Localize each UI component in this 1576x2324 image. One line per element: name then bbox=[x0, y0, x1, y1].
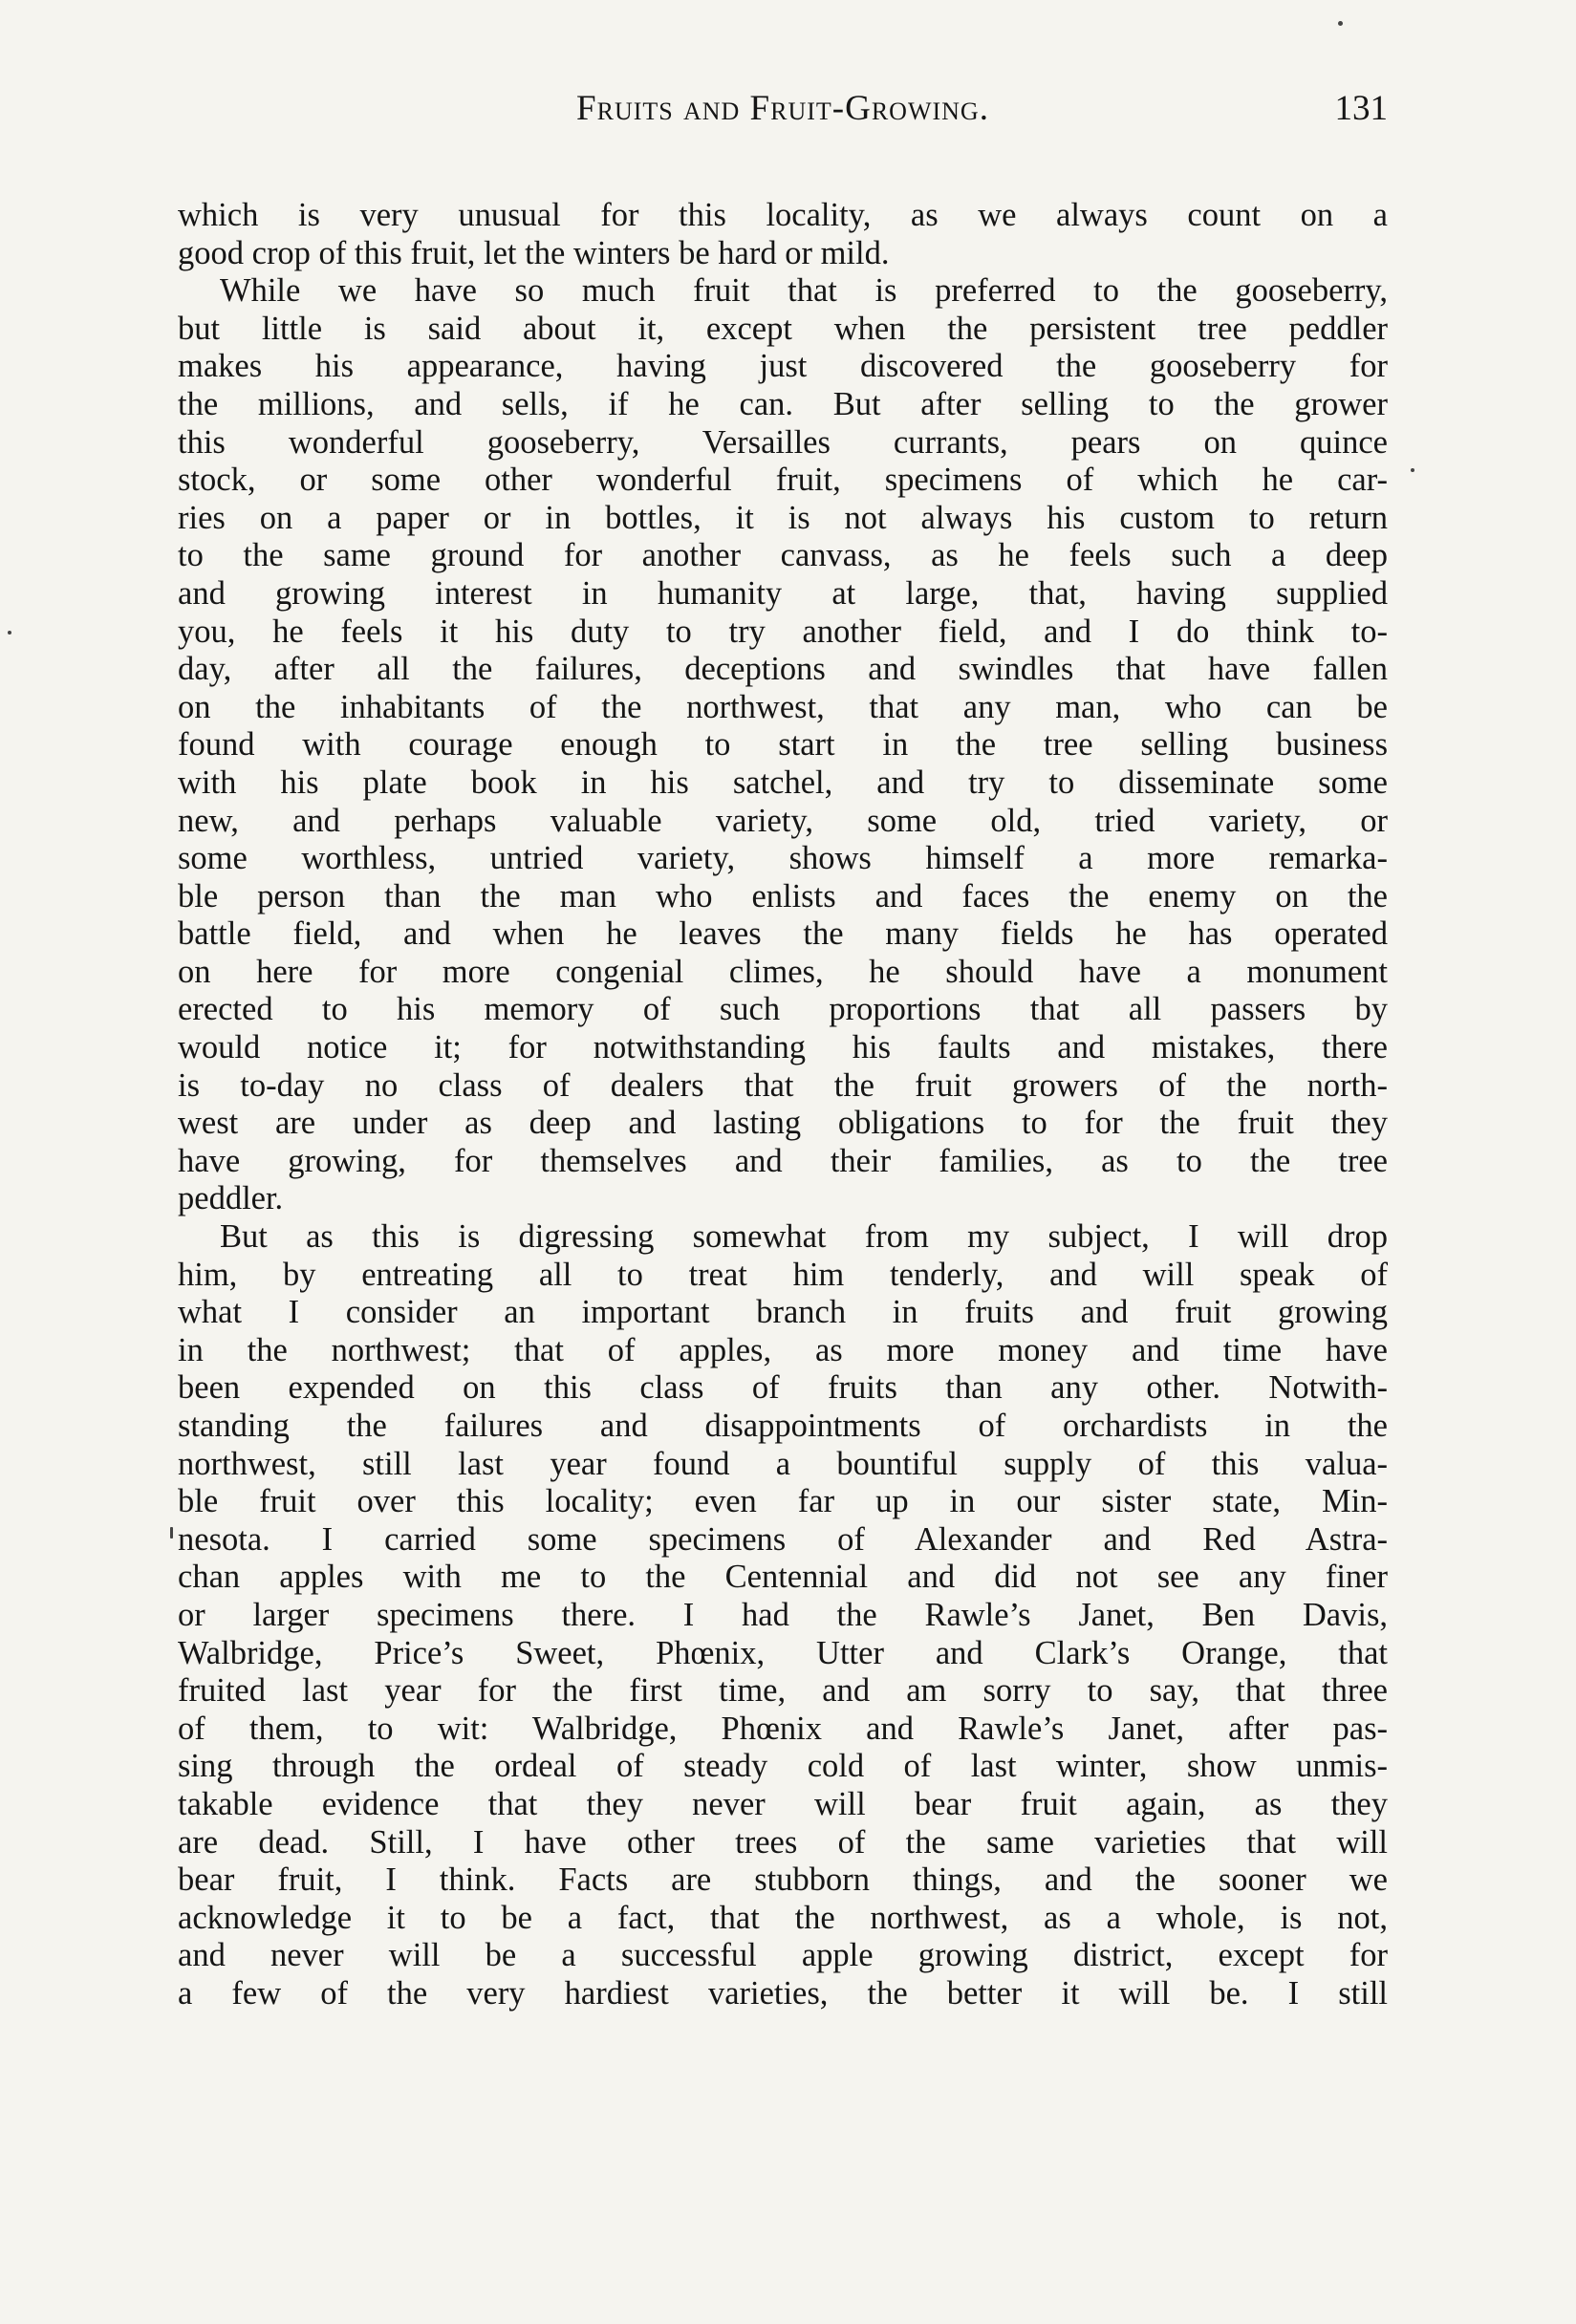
text-line: standing the failures and disappointments of orchardists in the bbox=[178, 1408, 1388, 1444]
body-text bbox=[178, 197, 1388, 2013]
text-line: good crop of this fruit, let the winters be hard or mild. bbox=[178, 234, 890, 271]
text-line: are dead. Still, I have other trees of the same varieties that will bbox=[178, 1823, 1388, 1861]
text-line: battle field, and when he leaves the many fields he has operated bbox=[178, 915, 1388, 953]
text-line: and growing interest in humanity at large, that, having supplied bbox=[178, 574, 1388, 612]
text-line: ble person than the man who enlists and faces the enemy on the bbox=[178, 877, 1388, 915]
text-line: with his plate book in his satchel, and try to disseminate some bbox=[178, 764, 1388, 801]
text-line: found with courage enough to start in the tree selling business bbox=[178, 726, 1388, 764]
paragraph bbox=[178, 1218, 1388, 2012]
text-line: would notice it; for notwithstanding his faults and mistakes, there bbox=[178, 1029, 1388, 1066]
text-line: have growing, for themselves and their families, as to the tree bbox=[178, 1142, 1388, 1179]
text-line: peddler. bbox=[178, 1180, 284, 1217]
text-line: bear fruit, I think. Facts are stubborn things, and the sooner we bbox=[178, 1861, 1388, 1899]
text-line: acknowledge it to be a fact, that the northwest, as a whole, is not, bbox=[178, 1899, 1388, 1936]
text-line: to the same ground for another canvass, as he feels such a deep bbox=[178, 537, 1388, 574]
paragraph bbox=[178, 272, 1388, 1218]
text-line: on the inhabitants of the northwest, that any man, who can be bbox=[178, 688, 1388, 725]
text-line: fruited last year for the first time, and am sorry to say, that three bbox=[178, 1672, 1388, 1710]
page-speck bbox=[1411, 468, 1414, 472]
text-line: a few of the very hardiest varieties, the better it will be. I still bbox=[178, 1974, 1388, 2012]
text-line: But as this is digressing somewhat from my subject, I will drop bbox=[220, 1218, 1388, 1256]
text-line: While we have so much fruit that is preferred to the gooseberry, bbox=[220, 272, 1388, 310]
running-head bbox=[178, 88, 1388, 145]
text-line: him, by entreating all to treat him tenderly, and will speak of bbox=[178, 1256, 1388, 1293]
text-line: takable evidence that they never will bear fruit again, as they bbox=[178, 1785, 1388, 1822]
text-line: makes his appearance, having just discovered the gooseberry for bbox=[178, 348, 1388, 385]
text-line: ries on a paper or in bottles, it is not always his custom to return bbox=[178, 499, 1388, 536]
page-speck bbox=[170, 1527, 173, 1539]
text-line: is to-day no class of dealers that the fruit growers of the north- bbox=[178, 1066, 1388, 1104]
text-line: erected to his memory of such proportions that all passers by bbox=[178, 991, 1388, 1028]
text-line: which is very unusual for this locality, as we always count on a bbox=[178, 197, 1388, 233]
text-line: or larger specimens there. I had the Rawle’s Janet, Ben Davis, bbox=[178, 1596, 1388, 1633]
text-line: been expended on this class of fruits than any other. Notwith- bbox=[178, 1369, 1388, 1407]
text-line: this wonderful gooseberry, Versailles currants, pears on quince bbox=[178, 423, 1388, 461]
text-line: some worthless, untried variety, shows himself a more remarka- bbox=[178, 840, 1388, 877]
text-line: the millions, and sells, if he can. But after selling to the grower bbox=[178, 385, 1388, 422]
paragraph bbox=[178, 197, 1388, 272]
text-line: new, and perhaps valuable variety, some old, tried variety, or bbox=[178, 802, 1388, 839]
text-line: nesota. I carried some specimens of Alexander and Red Astra- bbox=[178, 1520, 1388, 1558]
page-speck bbox=[8, 631, 11, 635]
text-line: and never will be a successful apple growing district, except for bbox=[178, 1937, 1388, 1974]
page-number: 131 bbox=[1334, 89, 1388, 128]
text-line: of them, to wit: Walbridge, Phœnix and Rawle’s Janet, after pas- bbox=[178, 1710, 1388, 1747]
running-title: Fruits and Fruit-Growing. bbox=[576, 89, 989, 128]
text-line: but little is said about it, except when the persistent tree peddler bbox=[178, 310, 1388, 347]
text-line: sing through the ordeal of steady cold of last winter, show unmis- bbox=[178, 1748, 1388, 1785]
text-line: northwest, still last year found a bountiful supply of this valua- bbox=[178, 1445, 1388, 1482]
text-line: ble fruit over this locality; even far up in our sister state, Min- bbox=[178, 1483, 1388, 1520]
text-line: chan apples with me to the Centennial and did not see any finer bbox=[178, 1559, 1388, 1596]
text-line: on here for more congenial climes, he should have a monument bbox=[178, 953, 1388, 990]
text-line: day, after all the failures, deceptions and swindles that have fallen bbox=[178, 651, 1388, 688]
text-line: what I consider an important branch in fruits and fruit growing bbox=[178, 1294, 1388, 1331]
page-speck bbox=[1338, 21, 1343, 26]
text-line: in the northwest; that of apples, as more money and time have bbox=[178, 1331, 1388, 1368]
text-line: Walbridge, Price’s Sweet, Phœnix, Utter and Clark’s Orange, that bbox=[178, 1634, 1388, 1671]
text-line: stock, or some other wonderful fruit, specimens of which he car- bbox=[178, 462, 1388, 499]
text-line: you, he feels it his duty to try another field, and I do think to- bbox=[178, 613, 1388, 650]
text-line: west are under as deep and lasting obligations to for the fruit they bbox=[178, 1105, 1388, 1142]
